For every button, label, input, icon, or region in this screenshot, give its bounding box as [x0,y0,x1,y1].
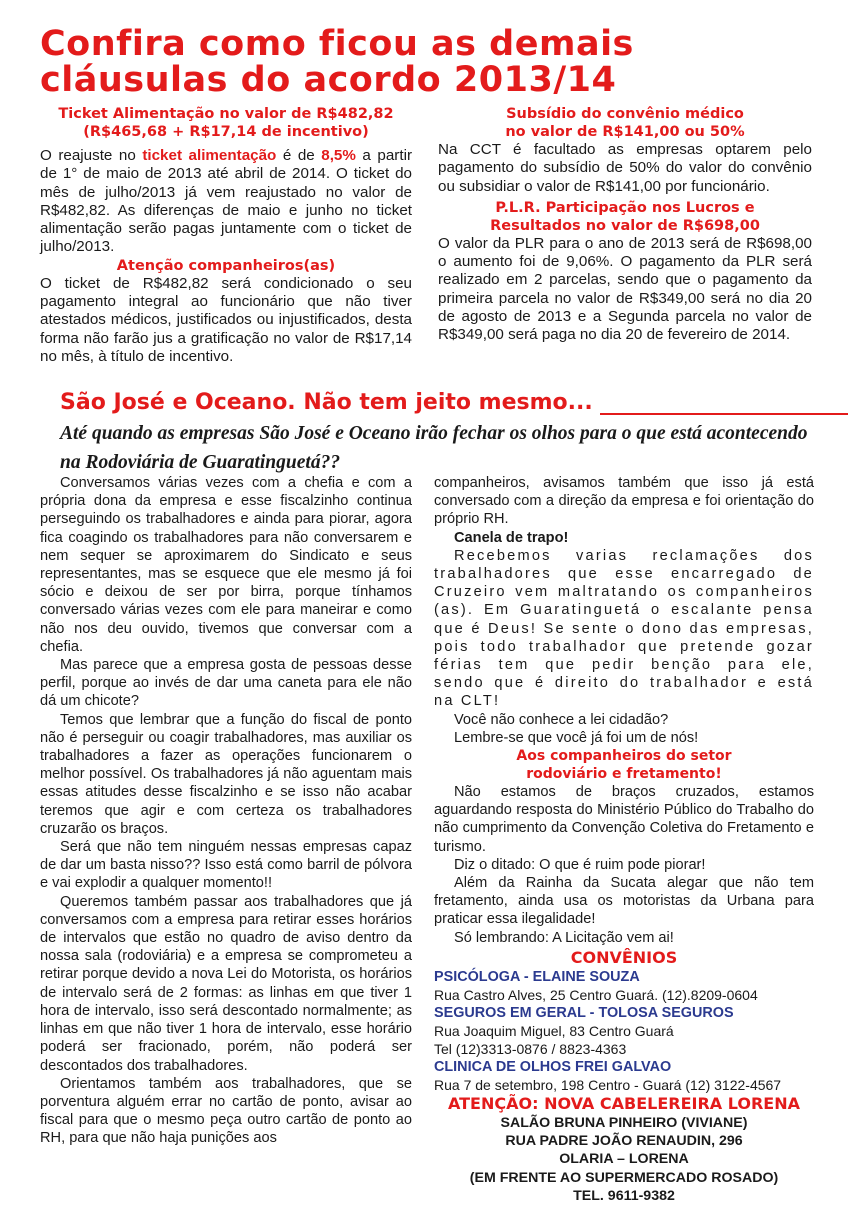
licitacao-line: Só lembrando: A Licitação vem ai! [454,929,674,946]
headline-line-1: Confira como ficou as demais [40,24,634,64]
ticket-highlight-percent: 8,5% [321,147,356,164]
convenio-address: Rua 7 de setembro, 198 Centro - Guará (12) 3122-4567 [434,1076,782,1093]
article-continuation: companheiros, avisamos também que isso já está conversado com a direção da empresa e foi orientação do próprio RH. [434,475,814,528]
article-right-column [434,474,814,1205]
convenio-item [434,1004,814,1058]
article-paragraph: Queremos também passar aos trabalhadores que já conversamos com a empresa para retirar esses horários de intervalos que estão no quadro de aviso dentro da nossa sala (rodoviária) e a empresa se comprometeu a retirar porque devido a nova Lei do Motorista, os horários de intervalo será de 2 formas: as linhas em que tiver 1 hora de intervalo, isso será descontado normalmente; as linhas em que não tiver 1 hora de intervalo, esse horário poderá ser fracionado, porém, não poderá ser descontados dos trabalhadores. [40,893,412,1074]
article-left-column [40,474,412,1148]
article-paragraph: Será que não tem ninguém nessas empresas capaz de dar um basta nisso?? Isso está como barril de pólvora e vai explodir a qualquer momento!! [40,839,412,892]
ticket-heading-line-2: (R$465,68 + R$17,14 de incentivo) [83,124,369,140]
convenio-name: SEGUROS EM GERAL - TOLOSA SEGUROS [434,1004,734,1021]
convenio-item [434,968,814,1004]
setor-heading [434,747,814,783]
subsidio-paragraph: Na CCT é facultado as empresas optarem pelo pagamento do subsídio de 50% do valor do convênio ou subsidiar o valor de R$141,00 por funcionário. [438,141,812,195]
convenio-name: PSICÓLOGA - ELAINE SOUZA [434,968,640,985]
ticket-text-a: O reajuste no [40,147,143,164]
title-underline [600,413,848,415]
convenio-item [434,1058,814,1094]
page-headline [40,26,820,98]
plr-paragraph: O valor da PLR para o ano de 2013 será de R$698,00 o aumento foi de 9,06%. O pagamento da PLR será realizado em 2 parcelas, sendo que o pagamento da primeira parcela no valor de R$349,00 será no dia 20 de agosto de 2013 e a Segunda parcela no valor de R$349,00 será paga no dia 20 de fevereiro de 2014. [438,234,812,344]
lembre-line: Lembre-se que você já foi um de nós! [454,729,699,746]
setor-paragraph: Não estamos de braços cruzados, estamos aguardando resposta do Ministério Público do Trabalho do não cumprimento da Convenção Coletiva do Fretamento e turismo. [434,784,814,855]
plr-heading-line-1: P.L.R. Participação nos Lucros e [495,199,755,216]
ticket-heading [40,105,412,141]
article-header [60,388,820,477]
article-paragraph: Mas parece que a empresa gosta de pessoas desse perfil, porque ao invés de dar uma caneta para ele não dá um chicote? [40,657,412,710]
setor-heading-line-2: rodoviário e fretamento! [526,766,722,783]
plr-heading [438,199,812,235]
article-paragraph: Conversamos várias vezes com a chefia e com a própria dona da empresa e esse fiscalzinho continua perseguindo os trabalhadores e ainda para piorar, agora fica coagindo os trabalhadores para não conversarem e nem sequer se aproximarem do Sindicato e seus representantes, mas se esquece que ele mesmo já foi sócio e deixou de ser por birra, porque tínhamos conversado várias vezes com ele para maneirar e como não nos deu ouvido, tivemos que conversar com a chefia. [40,475,412,655]
subsidio-heading [438,105,812,141]
lorena-block [434,1114,814,1205]
lorena-line: SALÃO BRUNA PINHEIRO (VIVIANE) [500,1114,748,1131]
subsidio-plr-section [438,105,812,345]
lorena-line: OLARIA – LORENA [559,1151,689,1168]
canela-paragraph [434,547,814,711]
attention-heading: Atenção companheiros(as) [116,257,336,274]
subsidio-heading-line-1: Subsídio do convênio médico [506,106,744,122]
article-paragraph: Orientamos também aos trabalhadores, que se porventura alguém errar no cartão de ponto, avisar ao fiscal para que o mesmo peça outro cartão de ponto ao RH, para que não haja punições aos [40,1075,412,1147]
subsidio-heading-line-2: no valor de R$141,00 ou 50% [505,124,745,140]
ticket-heading-line-1: Ticket Alimentação no valor de R$482,82 [58,106,394,122]
ditado-line: Diz o ditado: O que é ruim pode piorar! [454,856,706,873]
headline-line-2: cláusulas do acordo 2013/14 [40,60,617,100]
convenios-title: CONVÊNIOS [570,947,678,967]
ticket-section [40,105,412,366]
attention-paragraph: O ticket de R$482,82 será condicionado o seu pagamento integral ao funcionário que não tiver atestados médicos, justificados ou injustificados, desta forma não farão jus a gratificação no valor de R$17,14 no mês, à título de incentivo. [40,274,412,365]
canela-heading: Canela de trapo! [454,529,569,546]
article-title: São José e Oceano. Não tem jeito mesmo... [60,390,593,415]
ticket-text-b: é de [276,147,322,164]
setor-heading-line-1: Aos companheiros do setor [516,748,732,765]
plr-heading-line-2: Resultados no valor de R$698,00 [490,217,760,234]
lorena-line: TEL. 9611-9382 [573,1188,675,1205]
ticket-text-c: a partir de 1° de maio de 2013 até abril de 2014. O ticket do mês de julho/2013 já vem reajustado no valor de R$482,82. As diferenças de maio e junho no ticket alimentação serão pagas juntamente com o ticket de julho/2013. [40,147,412,256]
lei-line: Você não conhece a lei cidadão? [454,711,669,728]
convenio-address: Rua Castro Alves, 25 Centro Guará. (12).8209-0604 [434,986,758,1003]
convenio-name: CLINICA DE OLHOS FREI GALVAO [434,1058,672,1075]
canela-text: Recebemos varias reclamações dos trabalhadores que esse encarregado de Cruzeiro vem maltratando os companheiros (as). Em Guaratinguetá o escalante pensa que é Deus! Se sente o dono das empresas, pois todo trabalhador que pretende gozar férias tem que pedir benção para ele, sendo que é direito do trabalhador e está na CLT! [434,547,814,710]
ticket-highlight-term: ticket alimentação [142,147,277,164]
ticket-paragraph [40,147,412,257]
article-subtitle: Até quando as empresas São José e Oceano irão fechar os olhos para o que está acontecendo na Rodoviária de Guaratinguetá?? [60,423,808,473]
article-paragraph: Temos que lembrar que a função do fiscal de ponto não é perseguir ou coagir trabalhadores, mas auxiliar os trabalhadores a fazer as operações funcionarem o melhor possível. Os trabalhadores já não aguentam mais essas atitudes desse fiscalzinho e se isso não acabar teremos que agir e com certeza os trabalhadores cruzarão os braços. [40,711,412,837]
convenio-address: Rua Joaquim Miguel, 83 Centro Guará [434,1022,674,1039]
convenio-phone: Tel (12)3313-0876 / 8823-4363 [434,1040,627,1057]
lorena-title: ATENÇÃO: NOVA CABELEREIRA LORENA [448,1093,800,1113]
lorena-line: (EM FRENTE AO SUPERMERCADO ROSADO) [469,1169,779,1186]
sucata-paragraph: Além da Rainha da Sucata alegar que não tem fretamento, ainda usa os motoristas da Urbana para praticar essa ilegalidade! [434,875,814,928]
lorena-line: RUA PADRE JOÃO RENAUDIN, 296 [505,1133,743,1150]
